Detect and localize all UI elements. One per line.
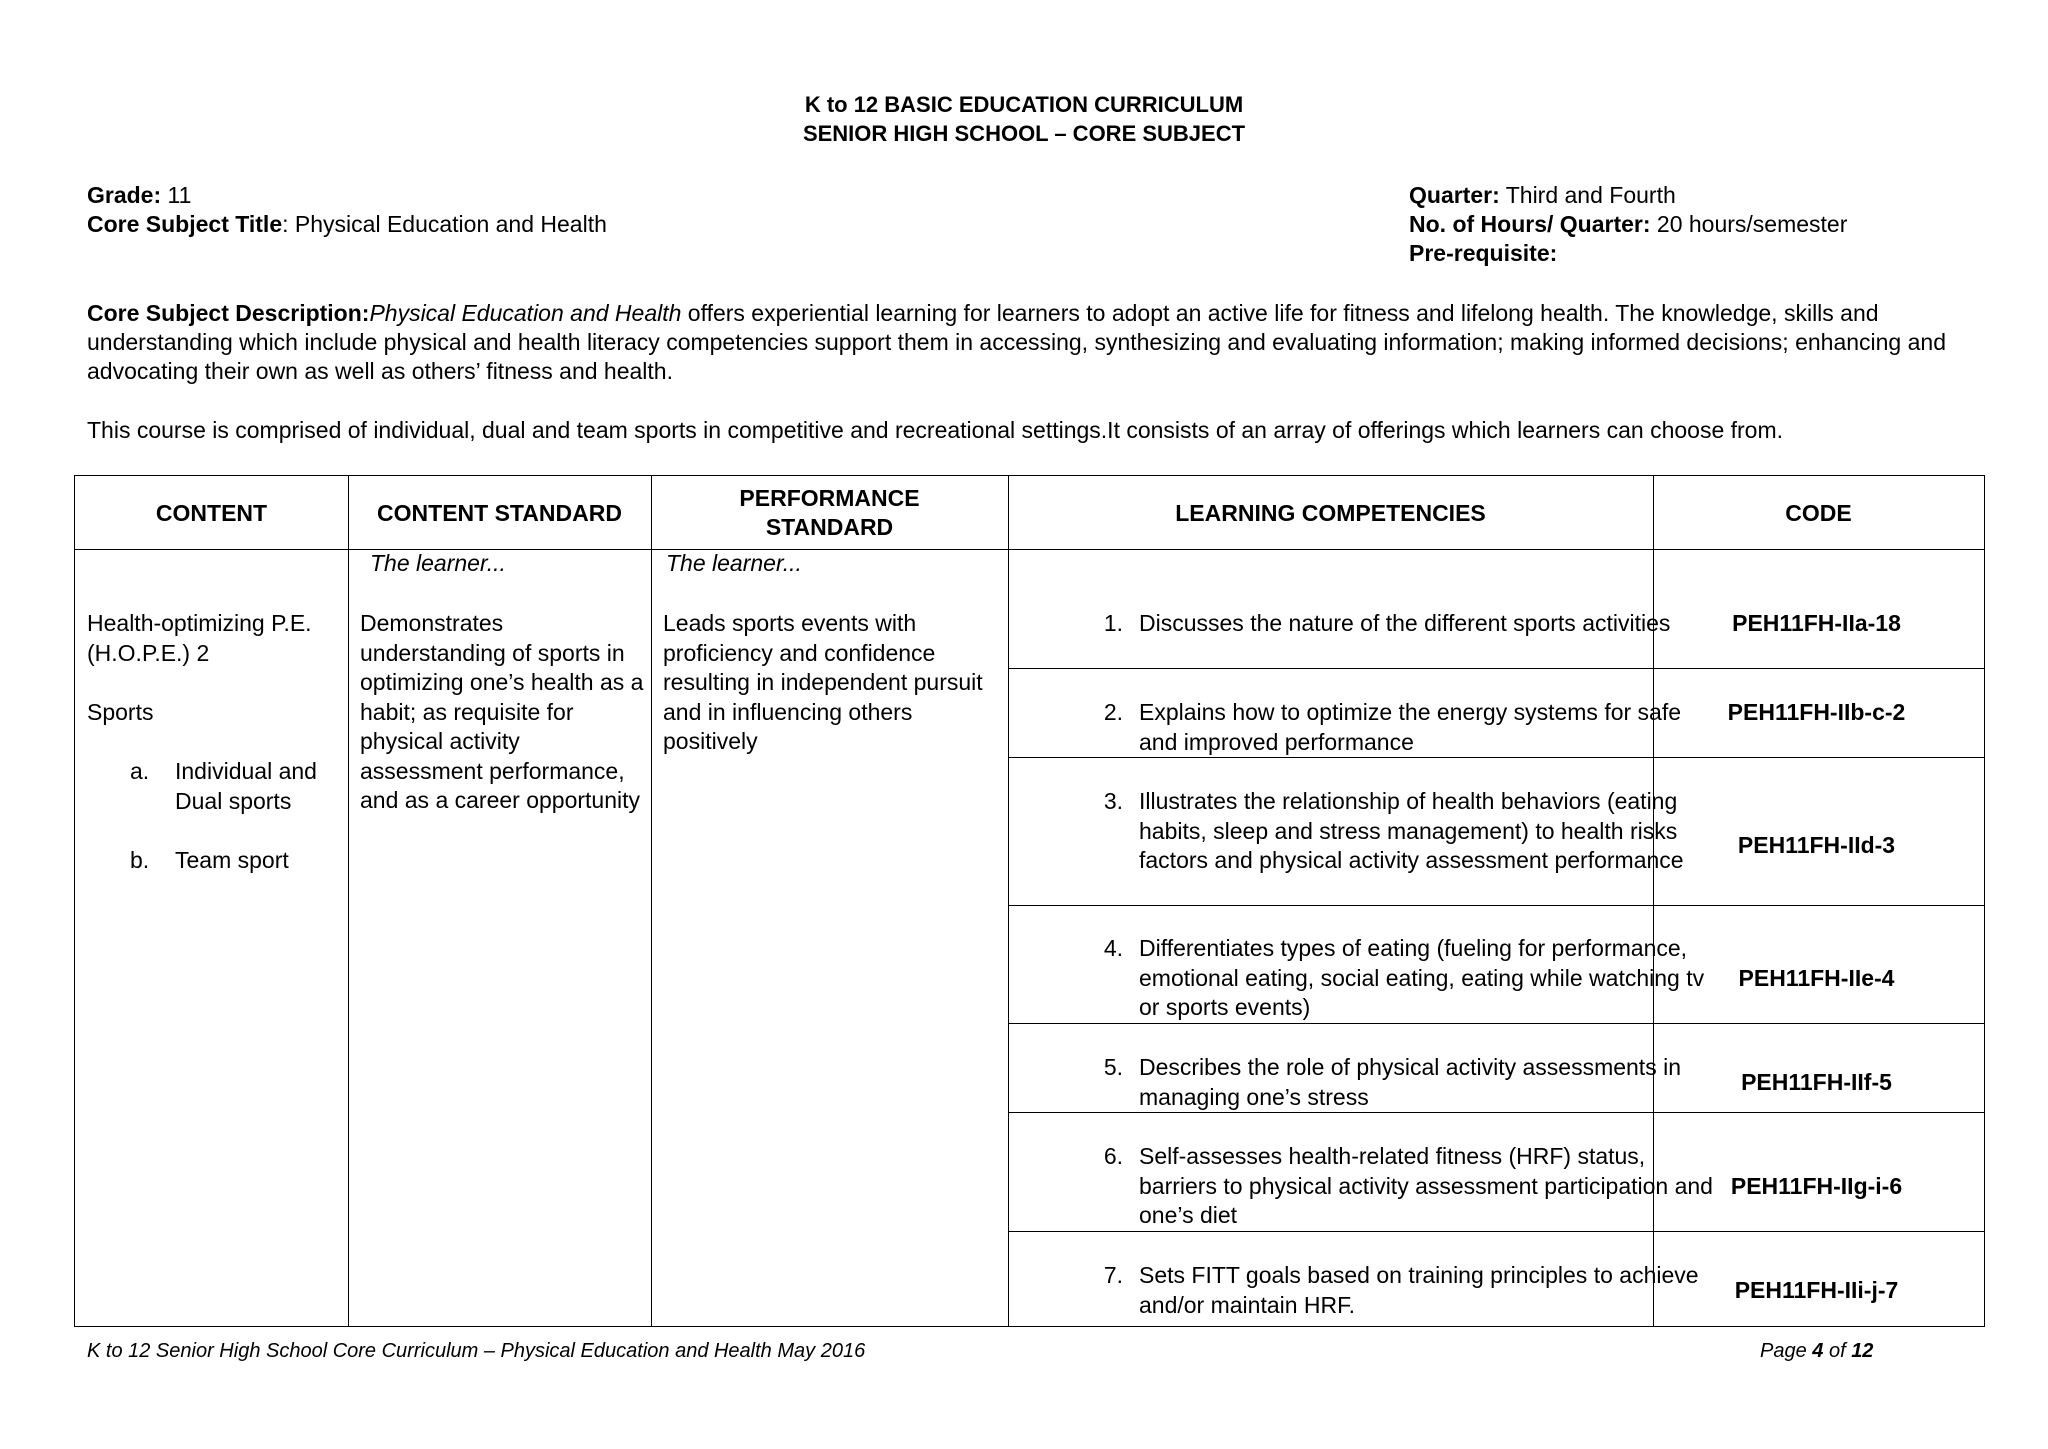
description-label: Core Subject Description: [87,300,370,326]
content-item-b: Team sport [175,847,289,873]
subject-title-value: : Physical Education and Health [282,211,607,237]
row-divider [1008,1231,1984,1232]
row-divider [1008,668,1984,669]
prerequisite-label: Pre-requisite: [1409,240,1558,266]
header-content: CONTENT [155,499,268,526]
competency-text: Self-assesses health-related fitness (HRF) status, barriers to physical activity assessment participation and one’s diet [1139,1143,1713,1228]
content-standard-text: Demonstrates understanding of sports in optimizing one’s health as a habit; as requisite for physical activity assessment performance, and as a career opportunity [360,610,644,813]
competency-text: Differentiates types of eating (fueling for performance, emotional eating, social eating, eating while watching tv or sports events) [1139,935,1705,1020]
competency-item [1063,934,1713,1023]
grade-label: Grade: [87,182,162,208]
page-current: 4 [1812,1340,1824,1362]
content-item-a-marker: a. [130,758,150,784]
competency-item [1063,1053,1713,1112]
curriculum-table [74,475,1985,1327]
quarter-value: Third and Fourth [1499,182,1676,208]
course-description: This course is comprised of individual, dual and team sports in competitive and recreational settings.It consists of an array of offerings which learners can choose from. [87,417,1784,443]
competency-item [1063,698,1713,757]
content-item-a: Individual and Dual sports [175,758,317,814]
competency-text: Sets FITT goals based on training principles to achieve and/or maintain HRF. [1139,1262,1699,1318]
competency-number: 3. [1103,788,1123,814]
competency-text: Explains how to optimize the energy systems for safe and improved performance [1139,699,1682,755]
content-title: Health-optimizing P.E. (H.O.P.E.) 2 [87,610,312,666]
page-of: of [1823,1340,1852,1362]
performance-standard-text: Leads sports events with proficiency and confidence resulting in independent pursuit and in influencing others positively [663,610,983,754]
page-total: 12 [1851,1340,1874,1362]
header-content-standard: CONTENT STANDARD [377,499,622,526]
description-text: offers experiential learning for learners to adopt an active life for fitness and lifelong health. The knowledge, skills and understanding which include physical and health literacy competencies support them in accessing, synthesizing and evaluating information; making informed decisions; enhancing and advocating their own as well as others’ fitness and health. [87,300,1946,384]
column-divider [651,476,652,1326]
learner-label: The learner... [370,550,506,576]
row-divider [1008,757,1984,758]
competency-number: 6. [1103,1143,1123,1169]
hours-label: No. of Hours/ Quarter: [1409,211,1651,237]
competency-code: PEH11FH-IIa-18 [1732,610,1901,636]
competency-code: PEH11FH-IIi-j-7 [1734,1277,1899,1303]
footer-text: K to 12 Senior High School Core Curriculum – Physical Education and Health May 2016 [87,1340,866,1362]
prerequisite-line [1409,239,1557,268]
competency-item [1063,1261,1713,1320]
subject-description [87,299,1987,386]
competency-item [1063,787,1713,876]
hours-line [1409,210,1847,239]
competency-text: Illustrates the relationship of health behaviors (eating habits, sleep and stress management) to health risks factors and physical activity assessment performance [1139,788,1684,873]
row-divider [1008,905,1984,906]
competency-code: PEH11FH-IIe-4 [1738,965,1895,991]
competency-number: 5. [1103,1054,1123,1080]
column-divider [1008,476,1009,1326]
curriculum-subtitle: SENIOR HIGH SCHOOL – CORE SUBJECT [802,121,1246,146]
header-code: CODE [1785,499,1852,526]
subject-title-label: Core Subject Title [87,211,283,237]
competency-number: 4. [1103,935,1123,961]
description-italic-title: Physical Education and Health [369,300,682,326]
row-divider [1008,1023,1984,1024]
column-divider [348,476,349,1326]
competency-number: 1. [1103,610,1123,636]
content-item-b-marker: b. [130,847,150,873]
quarter-line [1409,181,1676,210]
curriculum-title: K to 12 BASIC EDUCATION CURRICULUM [804,92,1244,117]
competency-item [1063,1142,1713,1231]
content-sports: Sports [87,699,154,725]
header-performance-standard: PERFORMANCE STANDARD [739,485,920,540]
quarter-label: Quarter: [1409,182,1500,208]
competency-number: 7. [1103,1262,1123,1288]
competency-number: 2. [1103,699,1123,725]
row-divider [1008,1112,1984,1113]
competency-item [1063,609,1713,639]
competency-code: PEH11FH-IIg-i-6 [1730,1173,1903,1199]
competency-text: Discusses the nature of the different sports activities [1139,610,1671,636]
competency-code: PEH11FH-IId-3 [1737,832,1896,858]
hours-value: 20 hours/semester [1650,211,1848,237]
subject-title-line [87,210,607,239]
competency-code: PEH11FH-IIb-c-2 [1727,699,1906,725]
header-learning-competencies: LEARNING COMPETENCIES [1175,499,1486,526]
competency-code: PEH11FH-IIf-5 [1741,1069,1892,1095]
competency-text: Describes the role of physical activity assessments in managing one’s stress [1139,1054,1681,1110]
grade-value: 11 [161,182,192,208]
page-number [1760,1338,1873,1364]
learner-label: The learner... [666,550,802,576]
grade-line [87,181,191,210]
page-prefix: Page [1760,1340,1813,1362]
